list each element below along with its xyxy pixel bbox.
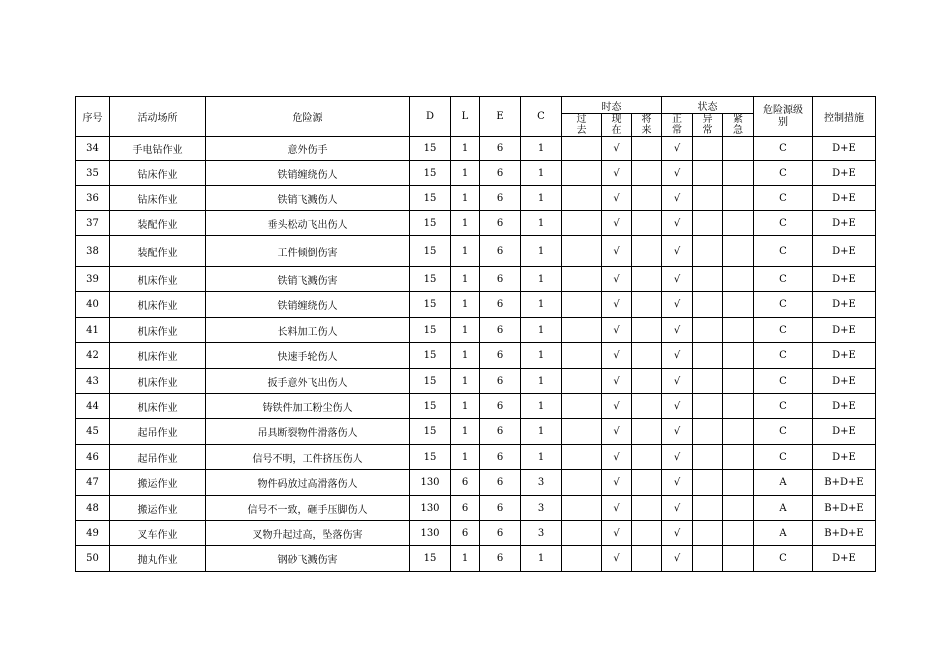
header-hazard: 危险源 — [206, 97, 410, 137]
cell-hazard: 工件倾倒伤害 — [206, 236, 410, 267]
cell-hazard: 长料加工伤人 — [206, 318, 410, 343]
cell-c: 1 — [521, 137, 562, 161]
cell-place: 抛丸作业 — [110, 546, 206, 572]
cell-e: 6 — [480, 521, 521, 546]
cell-l: 1 — [451, 186, 480, 211]
cell-place: 机床作业 — [110, 394, 206, 419]
cell-normal: √ — [662, 236, 693, 267]
cell-present: √ — [602, 236, 632, 267]
table-row — [76, 137, 876, 161]
cell-abnormal — [693, 292, 723, 318]
cell-seq: 37 — [76, 211, 110, 236]
cell-place: 机床作业 — [110, 369, 206, 394]
cell-control: D+E — [813, 161, 876, 186]
cell-abnormal — [693, 318, 723, 343]
cell-future — [632, 496, 662, 521]
cell-normal: √ — [662, 546, 693, 572]
cell-hazard: 信号不明，工件挤压伤人 — [206, 445, 410, 470]
cell-d: 15 — [410, 419, 451, 445]
cell-past — [562, 267, 602, 292]
cell-present: √ — [602, 186, 632, 211]
cell-control: B+D+E — [813, 521, 876, 546]
header-place: 活动场所 — [110, 97, 206, 137]
header-abnormal: 异常 — [693, 114, 723, 137]
header-l: L — [451, 97, 480, 137]
cell-level: C — [754, 318, 813, 343]
cell-e: 6 — [480, 292, 521, 318]
cell-past — [562, 343, 602, 369]
cell-l: 6 — [451, 521, 480, 546]
cell-hazard: 信号不一致，砸手压脚伤人 — [206, 496, 410, 521]
cell-urgent — [723, 343, 754, 369]
cell-present: √ — [602, 546, 632, 572]
cell-d: 15 — [410, 186, 451, 211]
cell-abnormal — [693, 521, 723, 546]
cell-future — [632, 470, 662, 496]
cell-place: 钻床作业 — [110, 186, 206, 211]
cell-future — [632, 186, 662, 211]
cell-hazard: 叉物升起过高，坠落伤害 — [206, 521, 410, 546]
cell-seq: 47 — [76, 470, 110, 496]
cell-l: 1 — [451, 318, 480, 343]
cell-control: D+E — [813, 419, 876, 445]
cell-d: 15 — [410, 445, 451, 470]
cell-present: √ — [602, 496, 632, 521]
cell-hazard: 钢砂飞溅伤害 — [206, 546, 410, 572]
cell-future — [632, 369, 662, 394]
cell-d: 15 — [410, 211, 451, 236]
cell-d: 130 — [410, 470, 451, 496]
cell-control: D+E — [813, 292, 876, 318]
cell-present: √ — [602, 292, 632, 318]
cell-urgent — [723, 369, 754, 394]
cell-place: 机床作业 — [110, 292, 206, 318]
cell-d: 15 — [410, 318, 451, 343]
cell-level: A — [754, 470, 813, 496]
header-urgent: 紧急 — [723, 114, 754, 137]
cell-place: 搬运作业 — [110, 470, 206, 496]
cell-abnormal — [693, 496, 723, 521]
cell-seq: 44 — [76, 394, 110, 419]
cell-future — [632, 236, 662, 267]
cell-c: 1 — [521, 419, 562, 445]
cell-level: C — [754, 419, 813, 445]
cell-present: √ — [602, 369, 632, 394]
table-row — [76, 211, 876, 236]
table-body — [76, 137, 876, 572]
cell-d: 15 — [410, 236, 451, 267]
cell-future — [632, 546, 662, 572]
cell-c: 1 — [521, 343, 562, 369]
cell-future — [632, 161, 662, 186]
cell-l: 1 — [451, 161, 480, 186]
cell-seq: 49 — [76, 521, 110, 546]
cell-place: 起吊作业 — [110, 445, 206, 470]
cell-normal: √ — [662, 318, 693, 343]
cell-present: √ — [602, 394, 632, 419]
cell-e: 6 — [480, 419, 521, 445]
cell-control: D+E — [813, 186, 876, 211]
cell-level: C — [754, 211, 813, 236]
cell-place: 起吊作业 — [110, 419, 206, 445]
cell-d: 15 — [410, 369, 451, 394]
cell-e: 6 — [480, 369, 521, 394]
cell-past — [562, 318, 602, 343]
cell-c: 1 — [521, 445, 562, 470]
table-row — [76, 394, 876, 419]
cell-normal: √ — [662, 369, 693, 394]
table-row — [76, 186, 876, 211]
cell-seq: 43 — [76, 369, 110, 394]
cell-level: C — [754, 369, 813, 394]
cell-abnormal — [693, 186, 723, 211]
cell-present: √ — [602, 521, 632, 546]
cell-normal: √ — [662, 496, 693, 521]
cell-c: 1 — [521, 267, 562, 292]
cell-control: D+E — [813, 369, 876, 394]
cell-urgent — [723, 236, 754, 267]
cell-present: √ — [602, 470, 632, 496]
cell-control: D+E — [813, 445, 876, 470]
cell-past — [562, 369, 602, 394]
cell-control: D+E — [813, 137, 876, 161]
cell-abnormal — [693, 267, 723, 292]
cell-hazard: 铁销缠绕伤人 — [206, 161, 410, 186]
cell-seq: 35 — [76, 161, 110, 186]
cell-past — [562, 521, 602, 546]
cell-e: 6 — [480, 394, 521, 419]
cell-c: 1 — [521, 211, 562, 236]
cell-l: 1 — [451, 137, 480, 161]
cell-c: 3 — [521, 496, 562, 521]
cell-seq: 48 — [76, 496, 110, 521]
cell-d: 15 — [410, 343, 451, 369]
cell-level: C — [754, 236, 813, 267]
table-row — [76, 419, 876, 445]
cell-abnormal — [693, 546, 723, 572]
cell-future — [632, 137, 662, 161]
cell-place: 手电钻作业 — [110, 137, 206, 161]
cell-c: 1 — [521, 236, 562, 267]
cell-e: 6 — [480, 186, 521, 211]
cell-urgent — [723, 211, 754, 236]
cell-hazard: 铁销缠绕伤人 — [206, 292, 410, 318]
cell-l: 1 — [451, 267, 480, 292]
cell-control: B+D+E — [813, 496, 876, 521]
cell-e: 6 — [480, 137, 521, 161]
cell-abnormal — [693, 211, 723, 236]
cell-control: D+E — [813, 394, 876, 419]
table-row — [76, 267, 876, 292]
cell-l: 1 — [451, 394, 480, 419]
cell-present: √ — [602, 267, 632, 292]
cell-e: 6 — [480, 267, 521, 292]
cell-normal: √ — [662, 470, 693, 496]
cell-e: 6 — [480, 161, 521, 186]
cell-urgent — [723, 267, 754, 292]
cell-hazard: 铸铁件加工粉尘伤人 — [206, 394, 410, 419]
cell-future — [632, 267, 662, 292]
cell-future — [632, 292, 662, 318]
cell-seq: 50 — [76, 546, 110, 572]
table-row — [76, 292, 876, 318]
cell-seq: 39 — [76, 267, 110, 292]
cell-level: C — [754, 137, 813, 161]
cell-present: √ — [602, 419, 632, 445]
cell-d: 15 — [410, 394, 451, 419]
cell-abnormal — [693, 343, 723, 369]
cell-e: 6 — [480, 236, 521, 267]
cell-control: D+E — [813, 546, 876, 572]
header-state: 状态 — [662, 97, 754, 114]
cell-abnormal — [693, 161, 723, 186]
cell-past — [562, 470, 602, 496]
cell-normal: √ — [662, 161, 693, 186]
cell-c: 1 — [521, 161, 562, 186]
cell-level: C — [754, 394, 813, 419]
cell-abnormal — [693, 137, 723, 161]
cell-seq: 46 — [76, 445, 110, 470]
cell-seq: 40 — [76, 292, 110, 318]
cell-place: 机床作业 — [110, 343, 206, 369]
cell-present: √ — [602, 137, 632, 161]
cell-abnormal — [693, 445, 723, 470]
table-row — [76, 343, 876, 369]
cell-d: 15 — [410, 161, 451, 186]
hazard-table — [75, 96, 876, 572]
cell-l: 1 — [451, 211, 480, 236]
cell-future — [632, 521, 662, 546]
cell-place: 装配作业 — [110, 211, 206, 236]
cell-urgent — [723, 445, 754, 470]
cell-urgent — [723, 394, 754, 419]
cell-c: 1 — [521, 546, 562, 572]
cell-urgent — [723, 137, 754, 161]
cell-past — [562, 546, 602, 572]
cell-d: 130 — [410, 521, 451, 546]
cell-past — [562, 236, 602, 267]
table-row — [76, 161, 876, 186]
cell-d: 15 — [410, 267, 451, 292]
cell-e: 6 — [480, 470, 521, 496]
cell-l: 1 — [451, 292, 480, 318]
cell-e: 6 — [480, 343, 521, 369]
cell-urgent — [723, 292, 754, 318]
cell-c: 1 — [521, 394, 562, 419]
cell-level: C — [754, 343, 813, 369]
cell-seq: 38 — [76, 236, 110, 267]
header-e: E — [480, 97, 521, 137]
cell-e: 6 — [480, 211, 521, 236]
cell-place: 装配作业 — [110, 236, 206, 267]
header-seq: 序号 — [76, 97, 110, 137]
cell-level: C — [754, 161, 813, 186]
cell-past — [562, 496, 602, 521]
cell-past — [562, 161, 602, 186]
cell-l: 6 — [451, 470, 480, 496]
cell-urgent — [723, 546, 754, 572]
cell-hazard: 意外伤手 — [206, 137, 410, 161]
cell-normal: √ — [662, 521, 693, 546]
cell-l: 1 — [451, 445, 480, 470]
cell-level: A — [754, 521, 813, 546]
cell-level: C — [754, 292, 813, 318]
cell-present: √ — [602, 343, 632, 369]
cell-normal: √ — [662, 419, 693, 445]
cell-normal: √ — [662, 137, 693, 161]
cell-past — [562, 394, 602, 419]
cell-l: 1 — [451, 419, 480, 445]
header-present: 现在 — [602, 114, 632, 137]
cell-d: 15 — [410, 137, 451, 161]
cell-future — [632, 318, 662, 343]
header-normal: 正常 — [662, 114, 693, 137]
header-level: 危险源级 别 — [754, 97, 813, 137]
cell-d: 15 — [410, 292, 451, 318]
cell-past — [562, 445, 602, 470]
cell-abnormal — [693, 419, 723, 445]
header-c: C — [521, 97, 562, 137]
cell-hazard: 吊具断裂物件滑落伤人 — [206, 419, 410, 445]
header-past: 过去 — [562, 114, 602, 137]
cell-abnormal — [693, 470, 723, 496]
cell-level: C — [754, 267, 813, 292]
cell-urgent — [723, 521, 754, 546]
cell-l: 1 — [451, 546, 480, 572]
cell-normal: √ — [662, 186, 693, 211]
cell-past — [562, 292, 602, 318]
cell-normal: √ — [662, 394, 693, 419]
cell-past — [562, 211, 602, 236]
cell-urgent — [723, 470, 754, 496]
cell-control: D+E — [813, 211, 876, 236]
cell-c: 1 — [521, 292, 562, 318]
cell-normal: √ — [662, 211, 693, 236]
cell-place: 机床作业 — [110, 267, 206, 292]
table-row — [76, 369, 876, 394]
cell-d: 15 — [410, 546, 451, 572]
cell-c: 1 — [521, 369, 562, 394]
cell-urgent — [723, 496, 754, 521]
cell-seq: 34 — [76, 137, 110, 161]
cell-l: 1 — [451, 369, 480, 394]
cell-e: 6 — [480, 546, 521, 572]
cell-control: B+D+E — [813, 470, 876, 496]
cell-e: 6 — [480, 318, 521, 343]
cell-hazard: 快速手轮伤人 — [206, 343, 410, 369]
cell-control: D+E — [813, 318, 876, 343]
cell-future — [632, 394, 662, 419]
cell-l: 1 — [451, 236, 480, 267]
cell-present: √ — [602, 445, 632, 470]
cell-c: 3 — [521, 470, 562, 496]
cell-control: D+E — [813, 267, 876, 292]
cell-urgent — [723, 161, 754, 186]
cell-present: √ — [602, 211, 632, 236]
table-row — [76, 318, 876, 343]
cell-e: 6 — [480, 445, 521, 470]
cell-control: D+E — [813, 236, 876, 267]
header-control: 控制措施 — [813, 97, 876, 137]
cell-hazard: 铁销飞溅伤害 — [206, 267, 410, 292]
cell-d: 130 — [410, 496, 451, 521]
cell-level: A — [754, 496, 813, 521]
cell-seq: 41 — [76, 318, 110, 343]
cell-hazard: 铁销飞溅伤人 — [206, 186, 410, 211]
table-row — [76, 496, 876, 521]
cell-l: 6 — [451, 496, 480, 521]
cell-abnormal — [693, 236, 723, 267]
cell-seq: 42 — [76, 343, 110, 369]
cell-c: 3 — [521, 521, 562, 546]
header-tense: 时态 — [562, 97, 662, 114]
cell-place: 搬运作业 — [110, 496, 206, 521]
cell-level: C — [754, 445, 813, 470]
cell-urgent — [723, 186, 754, 211]
cell-hazard: 物件码放过高滑落伤人 — [206, 470, 410, 496]
cell-e: 6 — [480, 496, 521, 521]
cell-level: C — [754, 546, 813, 572]
table-row — [76, 445, 876, 470]
header-d: D — [410, 97, 451, 137]
cell-place: 钻床作业 — [110, 161, 206, 186]
cell-seq: 36 — [76, 186, 110, 211]
cell-hazard: 扳手意外飞出伤人 — [206, 369, 410, 394]
cell-hazard: 垂头松动飞出伤人 — [206, 211, 410, 236]
cell-past — [562, 137, 602, 161]
table-row — [76, 521, 876, 546]
table-row — [76, 546, 876, 572]
cell-urgent — [723, 318, 754, 343]
cell-c: 1 — [521, 318, 562, 343]
cell-future — [632, 445, 662, 470]
cell-normal: √ — [662, 445, 693, 470]
cell-present: √ — [602, 161, 632, 186]
cell-future — [632, 343, 662, 369]
cell-normal: √ — [662, 292, 693, 318]
cell-past — [562, 419, 602, 445]
cell-past — [562, 186, 602, 211]
cell-place: 叉车作业 — [110, 521, 206, 546]
cell-present: √ — [602, 318, 632, 343]
cell-seq: 45 — [76, 419, 110, 445]
cell-normal: √ — [662, 267, 693, 292]
cell-abnormal — [693, 394, 723, 419]
cell-future — [632, 211, 662, 236]
cell-urgent — [723, 419, 754, 445]
cell-level: C — [754, 186, 813, 211]
cell-l: 1 — [451, 343, 480, 369]
table-row — [76, 470, 876, 496]
cell-control: D+E — [813, 343, 876, 369]
cell-future — [632, 419, 662, 445]
header-future: 将来 — [632, 114, 662, 137]
table-row — [76, 236, 876, 267]
cell-c: 1 — [521, 186, 562, 211]
cell-place: 机床作业 — [110, 318, 206, 343]
cell-normal: √ — [662, 343, 693, 369]
cell-abnormal — [693, 369, 723, 394]
